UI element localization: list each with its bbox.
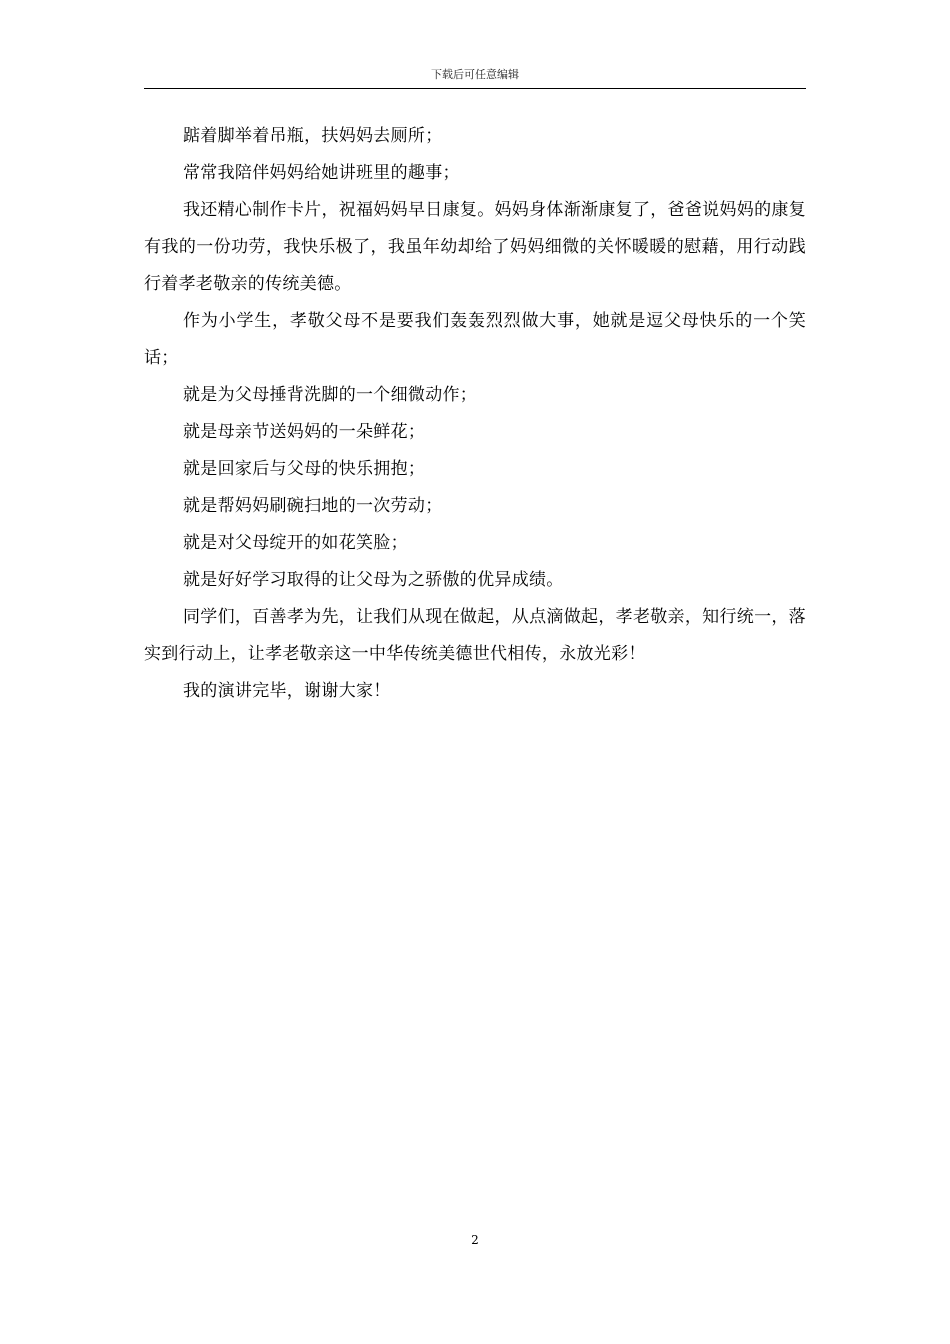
page-number: 2 bbox=[471, 1233, 479, 1247]
paragraph: 就是为父母捶背洗脚的一个细微动作； bbox=[183, 385, 478, 405]
paragraph: 就是帮妈妈刷碗扫地的一次劳动； bbox=[183, 496, 443, 516]
paragraph: 就是好好学习取得的让父母为之骄傲的优异成绩。 bbox=[183, 570, 564, 590]
paragraph: 同学们，百善孝为先，让我们从现在做起，从点滴做起，孝老敬亲，知行统一，落实到行动上，让孝老敬亲这一中华传统美德世代相传，永放光彩！ bbox=[144, 607, 806, 664]
header-divider bbox=[144, 88, 806, 89]
paragraph: 就是对父母绽开的如花笑脸； bbox=[183, 533, 408, 553]
paragraph: 常常我陪伴妈妈给她讲班里的趣事； bbox=[183, 163, 460, 183]
paragraph: 就是母亲节送妈妈的一朵鲜花； bbox=[183, 422, 426, 442]
paragraph: 我的演讲完毕，谢谢大家！ bbox=[183, 681, 391, 701]
paragraph: 踮着脚举着吊瓶，扶妈妈去厕所； bbox=[183, 126, 443, 146]
paragraph: 作为小学生，孝敬父母不是要我们轰轰烈烈做大事，她就是逗父母快乐的一个笑话； bbox=[144, 311, 806, 368]
page-header: 下载后可任意编辑 bbox=[431, 68, 519, 81]
paragraph: 我还精心制作卡片，祝福妈妈早日康复。妈妈身体渐渐康复了，爸爸说妈妈的康复有我的一份功劳，我快乐极了，我虽年幼却给了妈妈细微的关怀暖暖的慰藉，用行动践行着孝老敬亲的传统美德。 bbox=[144, 200, 806, 294]
document-body bbox=[144, 118, 806, 710]
paragraph: 就是回家后与父母的快乐拥抱； bbox=[183, 459, 426, 479]
